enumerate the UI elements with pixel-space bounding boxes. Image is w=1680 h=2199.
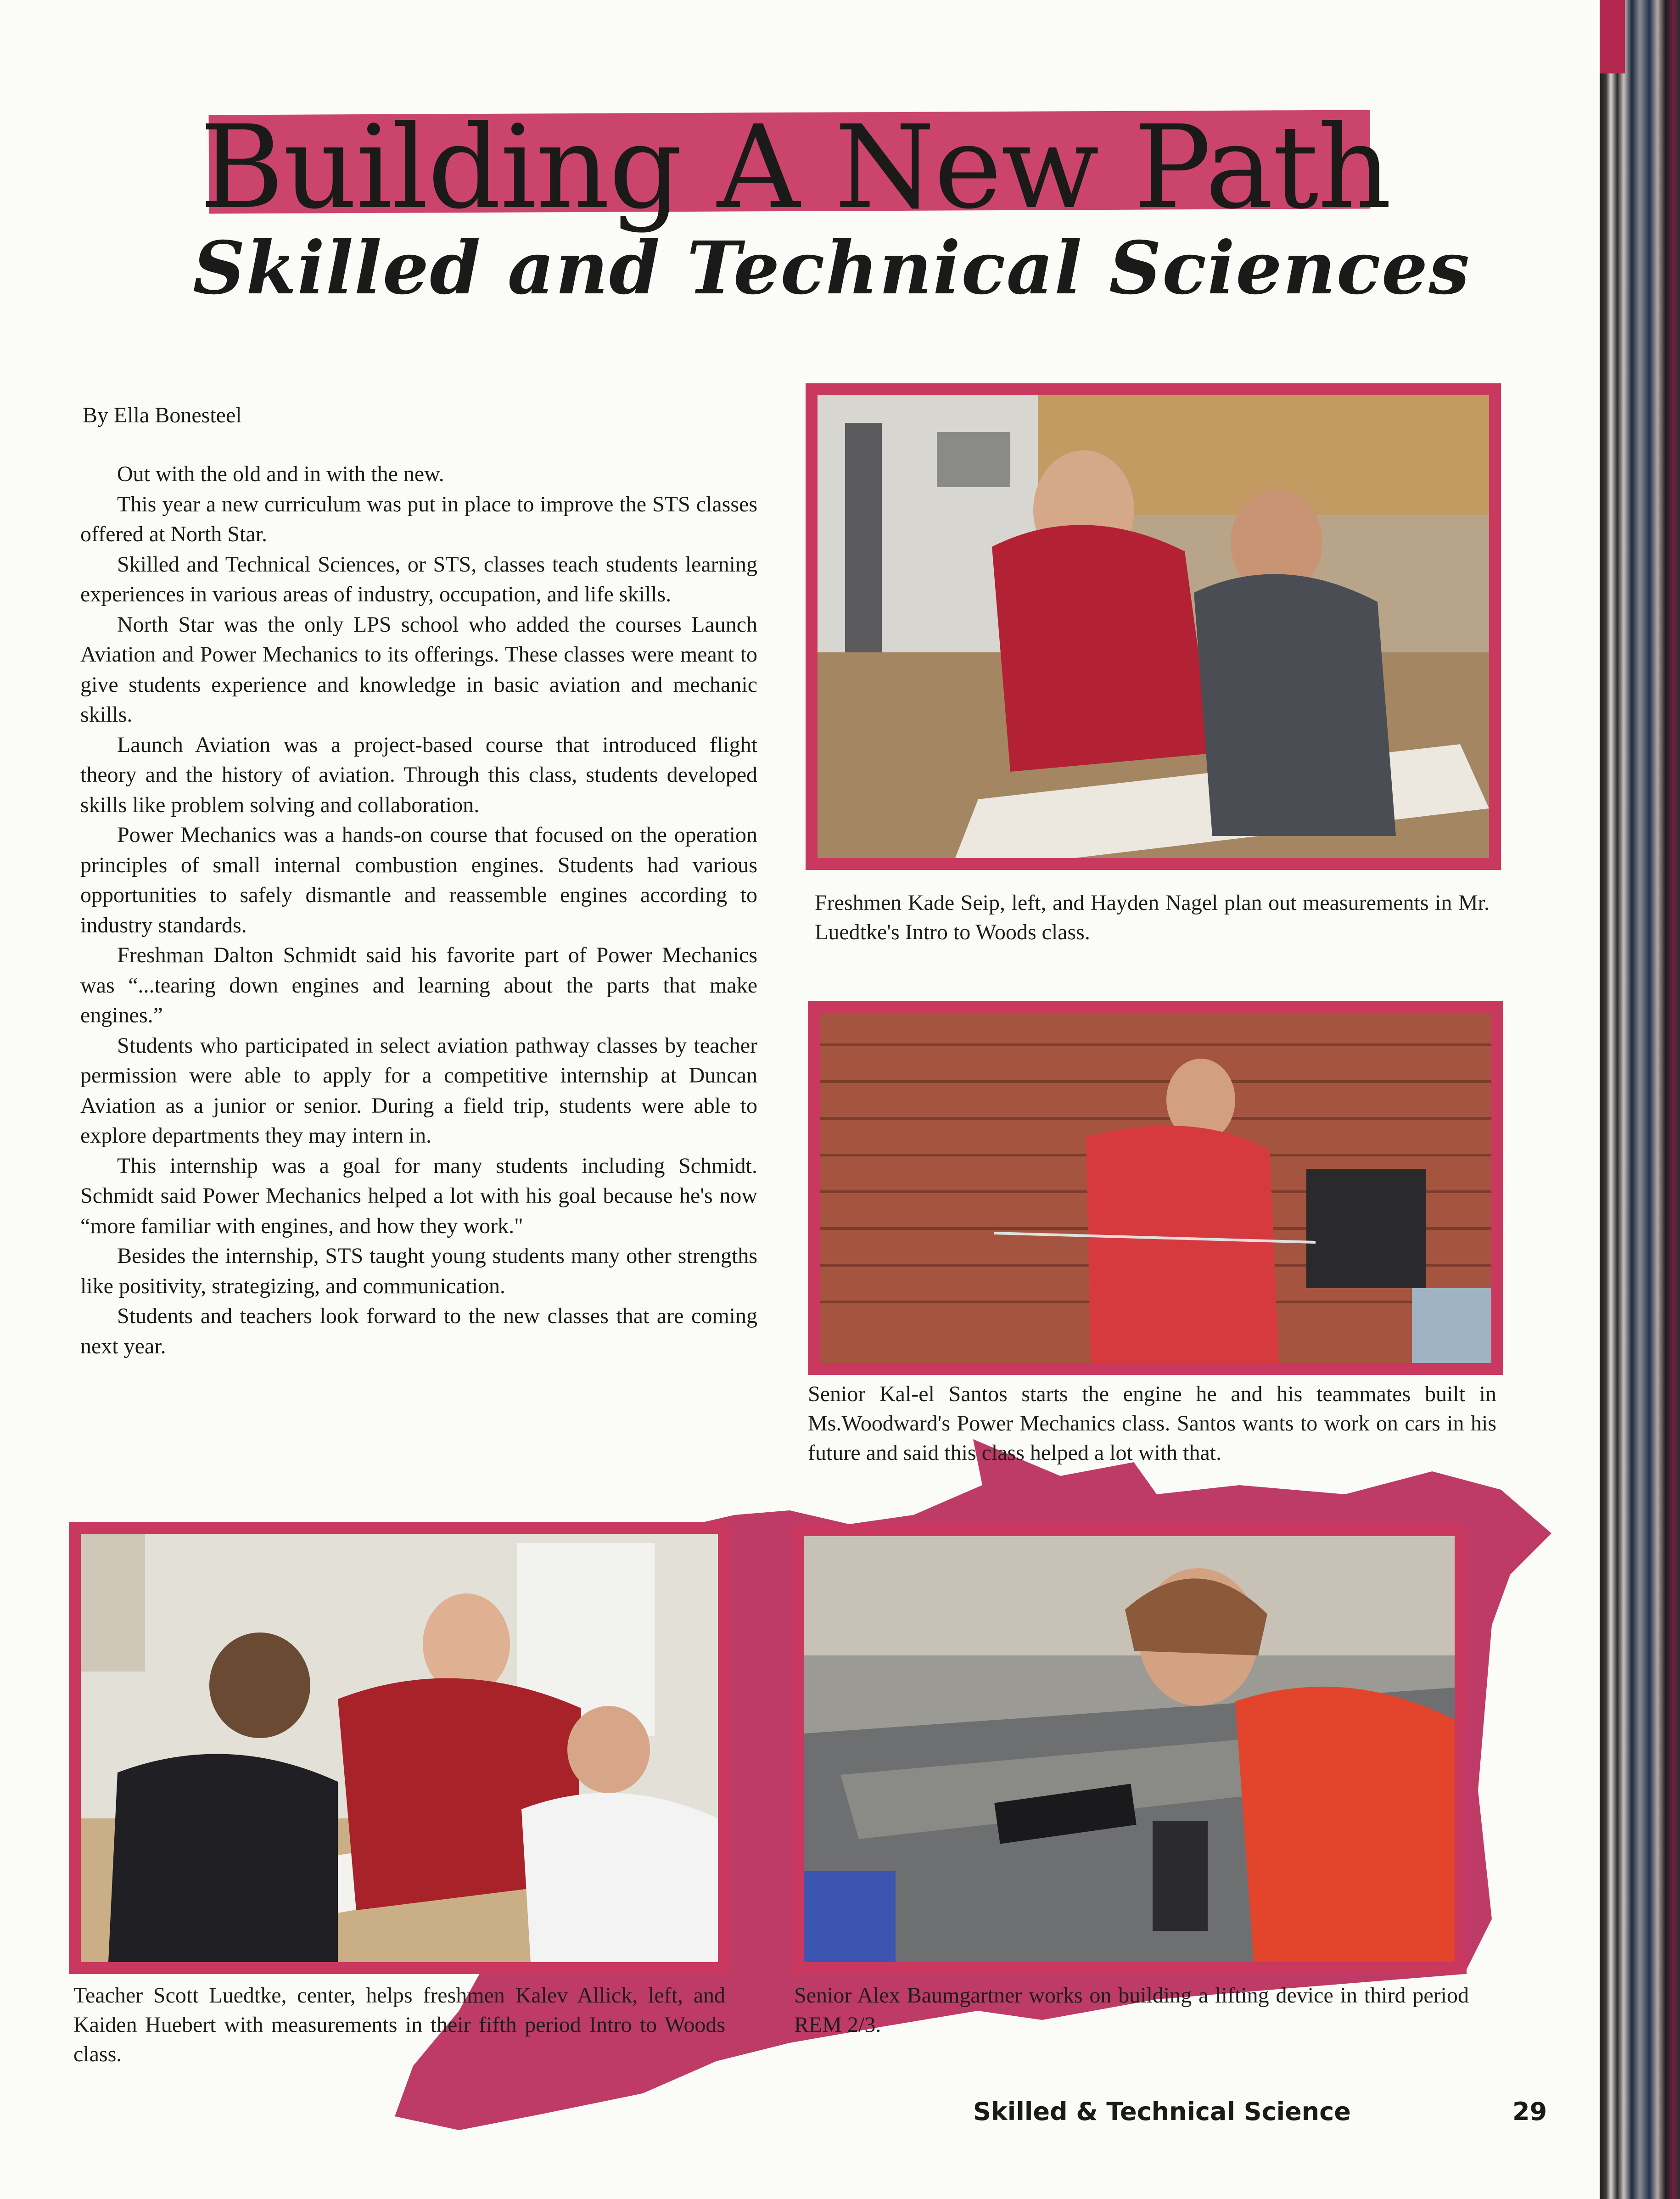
article-paragraph: Launch Aviation was a project-based course that introduced flight theory and the history of aviation. Through this class, students developed skills like problem solving and collaboration. [80, 732, 757, 817]
article-paragraph: Power Mechanics was a hands-on course that focused on the operation principles of small internal combustion engines. Students had various opportunities to safely dismantle and reassemble engines according to industry standards. [80, 823, 757, 937]
photo-lifting [804, 1536, 1455, 1962]
photo-frame-lifting [792, 1524, 1467, 1974]
article-paragraph: Skilled and Technical Sciences, or STS, classes teach students learning experiences in various areas of industry, occupation, and life skills. [80, 552, 757, 606]
photo-woods-plan [818, 395, 1489, 858]
photo-frame-teacher [69, 1522, 730, 1974]
photo-caption-teacher: Teacher Scott Luedtke, center, helps freshmen Kalev Allick, left, and Kaiden Huebert with measurements in their fifth period Intro to Woods class. [73, 1983, 725, 2066]
photo-frame-woods-plan [806, 383, 1501, 870]
article-paragraph: This internship was a goal for many students including Schmidt. Schmidt said Power Mechanics helped a lot with his goal because he's now “more familiar with engines, and how they work." [80, 1153, 757, 1238]
article-paragraph: North Star was the only LPS school who added the courses Launch Aviation and Power Mechanics to its offerings. These classes were meant to give students experience and knowledge in basic aviation and mechanic skills. [80, 612, 757, 727]
article-body [80, 459, 757, 1361]
byline: By Ella Bonesteel [83, 403, 242, 427]
page-number: 29 [1512, 2097, 1547, 2126]
article-paragraph: Freshman Dalton Schmidt said his favorite part of Power Mechanics was “...tearing down engines and learning about the parts that make engines.” [80, 943, 757, 1027]
photo-caption-engine: Senior Kal-el Santos starts the engine he and his teammates built in Ms.Woodward's Power Mechanics class. Santos wants to work on cars in his future and said this class helped a lot with that. [808, 1382, 1496, 1465]
article-paragraph: Students who participated in select aviation pathway classes by teacher permission were able to apply for a competitive internship at Duncan Aviation as a junior or senior. During a field trip, students were able to explore departments they may intern in. [80, 1033, 757, 1148]
article-paragraph: Out with the old and in with the new. [117, 462, 444, 486]
page-subtitle: Skilled and Technical Sciences [193, 226, 1471, 311]
page-title: Building A New Path [200, 101, 1391, 234]
photo-caption-lifting: Senior Alex Baumgartner works on building a lifting device in third period REM 2/3. [794, 1983, 1469, 2037]
photo-engine [820, 1013, 1491, 1363]
article-paragraph: This year a new curriculum was put in place to improve the STS classes offered at North Star. [80, 492, 757, 546]
photo-frame-engine [808, 1001, 1503, 1375]
photo-teacher [81, 1534, 718, 1962]
photo-caption-woods-plan: Freshmen Kade Seip, left, and Hayden Nagel plan out measurements in Mr. Luedtke's Intro to Woods class. [815, 891, 1490, 944]
article-paragraph: Students and teachers look forward to the new classes that are coming next year. [80, 1304, 757, 1358]
footer-section-title: Skilled & Technical Science [973, 2097, 1351, 2126]
article-paragraph: Besides the internship, STS taught young students many other strengths like positivity, strategizing, and communication. [80, 1244, 757, 1298]
